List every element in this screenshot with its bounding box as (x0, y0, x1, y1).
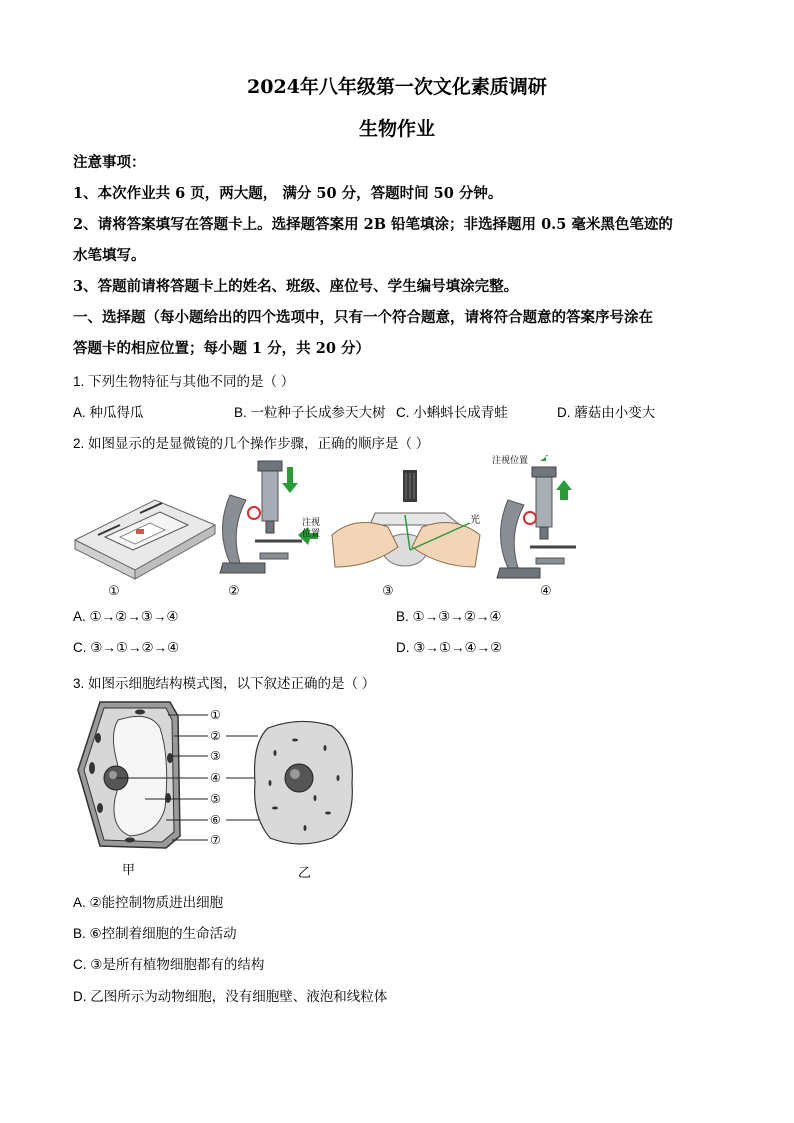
plant-cell-name: 甲 (122, 863, 136, 878)
notice-item-2-cont: 水笔填写。 (73, 247, 146, 264)
notice-item-1: 1、本次作业共 6 页，两大题， 满分 50 分，答题时间 50 分钟。 (73, 185, 503, 202)
step-3-label: ③ (382, 584, 394, 599)
step-2-watch-label-1: 注视 (302, 518, 321, 528)
question-3-stem: 3. 如图示细胞结构模式图，以下叙述正确的是（ ） (73, 676, 376, 691)
question-2-option-c: C. ③→①→②→④ (73, 640, 180, 655)
question-3-option-a: A. ②能控制物质进出细胞 (73, 895, 224, 910)
animal-cell-diagram (255, 721, 353, 844)
step-2-microscope-image (220, 461, 321, 573)
step-1-label: ① (108, 584, 120, 599)
section1-instructions-cont: 答题卡的相应位置；每小题 1 分，共 20 分） (73, 340, 370, 357)
cell-label-1: ① (210, 708, 221, 722)
notice-item-3: 3、答题前请将答题卡上的姓名、班级、座位号、学生编号填涂完整。 (73, 278, 519, 295)
cell-structure-figure (70, 698, 370, 883)
cell-number-labels (210, 708, 221, 847)
question-3-option-b: B. ⑥控制着细胞的生命活动 (73, 926, 237, 941)
question-3-option-d: D. 乙图所示为动物细胞，没有细胞壁、液泡和线粒体 (73, 989, 388, 1004)
plant-cell-diagram (78, 702, 180, 848)
question-2-option-a: A. ①→②→③→④ (73, 609, 179, 624)
cell-label-3: ③ (210, 749, 221, 763)
page-title: 2024年八年级第一次文化素质调研 (247, 76, 547, 98)
step-3-light-label: 光 (470, 515, 480, 526)
animal-cell-name: 乙 (298, 866, 312, 881)
question-2-stem: 2. 如图显示的是显微镜的几个操作步骤，正确的顺序是（ ） (73, 436, 430, 451)
cell-label-7: ⑦ (210, 833, 221, 847)
step-1-slide-image (75, 500, 215, 579)
step-4-label: ④ (540, 584, 552, 599)
notice-item-2: 2、请将答案填写在答题卡上。选择题答案用 2B 铅笔填涂；非选择题用 0.5 毫米黑色笔迹的 (73, 216, 673, 233)
step-4-watch-label: 注视位置 (492, 456, 529, 466)
cell-label-6: ⑥ (210, 813, 221, 827)
cell-label-4: ④ (210, 771, 221, 785)
step-2-watch-label-2: 位置 (302, 529, 321, 539)
cell-label-5: ⑤ (210, 792, 221, 806)
question-1-option-b: B. 一粒种子长成参天大树 (234, 405, 386, 420)
step-4-microscope-image (497, 455, 576, 578)
question-2-option-d: D. ③→①→④→② (396, 640, 503, 655)
step-3-hands-image (332, 470, 480, 567)
question-1-stem: 1. 下列生物特征与其他不同的是（ ） (73, 374, 295, 389)
question-1-option-a: A. 种瓜得瓜 (73, 405, 144, 420)
page-subtitle: 生物作业 (358, 118, 435, 140)
notice-heading: 注意事项： (73, 154, 146, 171)
cell-label-2: ② (210, 729, 221, 743)
question-1-option-c: C. 小蝌蚪长成青蛙 (396, 405, 508, 420)
section1-instructions: 一、选择题（每小题给出的四个选项中，只有一个符合题意，请将符合题意的答案序号涂在 (73, 309, 653, 326)
question-1-option-d: D. 蘑菇由小变大 (557, 405, 656, 420)
question-3-option-c: C. ③是所有植物细胞都有的结构 (73, 957, 265, 972)
question-2-option-b: B. ①→③→②→④ (396, 609, 502, 624)
step-2-label: ② (228, 584, 240, 599)
microscope-steps-figure (70, 455, 590, 600)
